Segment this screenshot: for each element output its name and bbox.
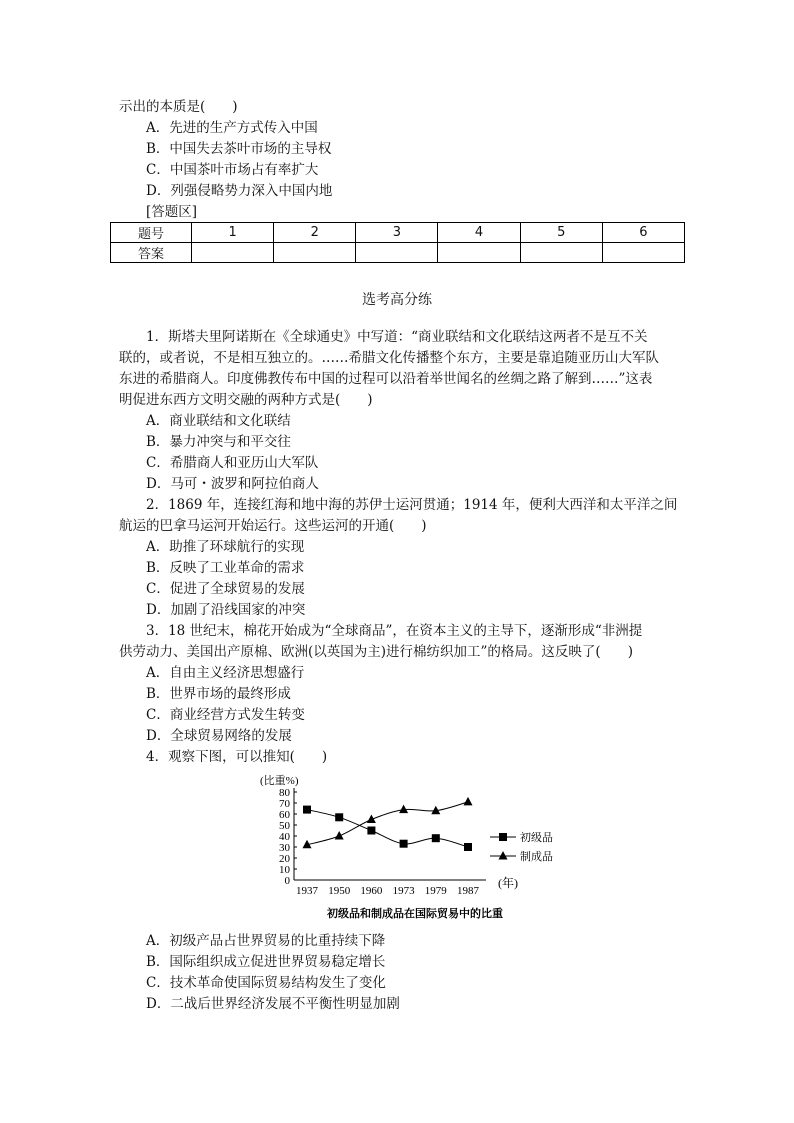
answer-header: 答案 (111, 243, 192, 263)
q2-line: 2．1869 年，连接红海和地中海的苏伊士运河贯通；1914 年，便利大西洋和太平洋之间 (146, 497, 678, 513)
y-tick-label: 80 (279, 787, 290, 799)
answer-area-label: [答题区] (146, 204, 198, 220)
q2-option-d[interactable]: D．加剧了沿线国家的冲突 (146, 602, 306, 618)
prev-option-b[interactable]: B．中国失去茶叶市场的主导权 (146, 141, 332, 157)
answer-table-number-row (111, 223, 685, 243)
square-marker (400, 840, 408, 848)
square-marker (432, 834, 440, 842)
chart-axes (294, 788, 486, 880)
prev-option-d[interactable]: D．列强侵略势力深入中国内地 (146, 183, 333, 199)
number-cell: 3 (356, 223, 438, 243)
chart-xticks (296, 885, 480, 897)
y-tick-label: 70 (279, 798, 290, 810)
x-tick-label: 1979 (424, 885, 447, 897)
number-cell: 5 (520, 223, 602, 243)
chart-xlabel: (年) (498, 876, 518, 890)
triangle-marker (464, 797, 473, 806)
prev-option-a[interactable]: A．先进的生产方式传入中国 (146, 120, 318, 136)
q1-line: 1．斯塔夫里阿诺斯在《全球通史》中写道：“商业联结和文化联结这两者不是互不关 (146, 329, 648, 345)
legend-square-marker (499, 833, 507, 841)
answer-cell[interactable] (520, 243, 602, 263)
q2-option-c[interactable]: C．促进了全球贸易的发展 (146, 581, 305, 597)
y-tick-label: 40 (279, 831, 290, 843)
q4-option-c[interactable]: C．技术革命使国际贸易结构发生了变化 (146, 975, 386, 991)
answer-cell[interactable] (602, 243, 684, 263)
answer-cell[interactable] (356, 243, 438, 263)
chart-legend (490, 831, 553, 863)
q3-line: 3．18 世纪末，棉花开始成为“全球商品”，在资本主义的主导下，逐渐形成“非洲提 (146, 623, 643, 639)
q1-line: 联的，或者说，不是相互独立的。……希腊文化传播整个东方，主要是靠追随亚历山大军队 (119, 350, 659, 366)
answer-cell[interactable] (438, 243, 520, 263)
q1-option-d[interactable]: D．马可・波罗和阿拉伯商人 (146, 476, 319, 492)
triangle-marker (335, 831, 344, 840)
q1-line: 明促进东西方文明交融的两种方式是( ) (119, 392, 373, 408)
x-tick-label: 1973 (392, 885, 415, 897)
answer-table (110, 222, 685, 263)
answer-cell[interactable] (192, 243, 274, 263)
answer-cell[interactable] (274, 243, 356, 263)
prev-option-c[interactable]: C．中国茶叶市场占有率扩大 (146, 162, 319, 178)
y-tick-label: 50 (279, 820, 290, 832)
q3-option-a[interactable]: A．自由主义经济思想盛行 (146, 665, 305, 681)
trade-share-chart (250, 770, 580, 925)
q4-option-a[interactable]: A．初级产品占世界贸易的比重持续下降 (146, 933, 386, 949)
q4-option-b[interactable]: B．国际组织成立促进世界贸易稳定增长 (146, 954, 386, 970)
chart-series (303, 797, 473, 851)
x-tick-label: 1950 (328, 885, 351, 897)
q3-option-c[interactable]: C．商业经营方式发生转变 (146, 707, 305, 723)
square-marker (367, 827, 375, 835)
legend-triangle-marker (499, 851, 508, 860)
number-header: 题号 (111, 223, 192, 243)
chart-title: 初级品和制成品在国际贸易中的比重 (327, 908, 503, 920)
q1-option-a[interactable]: A．商业联结和文化联结 (146, 413, 291, 429)
prev-question-tail: 示出的本质是( ) (119, 99, 238, 115)
x-tick-label: 1960 (360, 885, 383, 897)
q3-option-d[interactable]: D．全球贸易网络的发展 (146, 728, 292, 744)
y-tick-label: 20 (279, 853, 290, 865)
x-tick-label: 1987 (457, 885, 479, 897)
series-line-square (307, 810, 468, 847)
q3-line: 供劳动力、美国出产原棉、欧洲(以英国为主)进行棉纺织加工”的格局。这反映了( ) (119, 644, 633, 660)
q3-option-b[interactable]: B．世界市场的最终形成 (146, 686, 291, 702)
square-marker (464, 843, 472, 851)
q2-option-a[interactable]: A．助推了环球航行的实现 (146, 539, 305, 555)
q4-line: 4．观察下图，可以推知( ) (146, 749, 328, 765)
legend-label: 制成品 (520, 851, 553, 863)
q2-line: 航运的巴拿马运河开始运行。这些运河的开通( ) (119, 518, 427, 534)
y-tick-label: 10 (279, 864, 290, 876)
q1-option-b[interactable]: B．暴力冲突与和平交往 (146, 434, 291, 450)
square-marker (303, 806, 311, 814)
legend-label: 初级品 (520, 832, 553, 844)
q2-option-b[interactable]: B．反映了工业革命的需求 (146, 560, 305, 576)
y-tick-label: 60 (279, 809, 290, 821)
number-cell: 2 (274, 223, 356, 243)
y-tick-label: 30 (279, 842, 290, 854)
chart-ylabel: (比重%) (260, 775, 299, 787)
q4-option-d[interactable]: D．二战后世界经济发展不平衡性明显加剧 (146, 996, 400, 1012)
number-cell: 4 (438, 223, 520, 243)
q1-line: 东进的希腊商人。印度佛教传布中国的过程可以沿着举世闻名的丝绸之路了解到……”这表 (119, 371, 653, 387)
y-tick-label: 0 (284, 875, 290, 887)
section-title: 选考高分练 (362, 292, 432, 308)
number-cell: 6 (602, 223, 684, 243)
q1-option-c[interactable]: C．希腊商人和亚历山大军队 (146, 455, 319, 471)
answer-table-answer-row (111, 243, 685, 263)
x-tick-label: 1937 (296, 885, 318, 897)
number-cell: 1 (192, 223, 274, 243)
square-marker (335, 813, 343, 821)
